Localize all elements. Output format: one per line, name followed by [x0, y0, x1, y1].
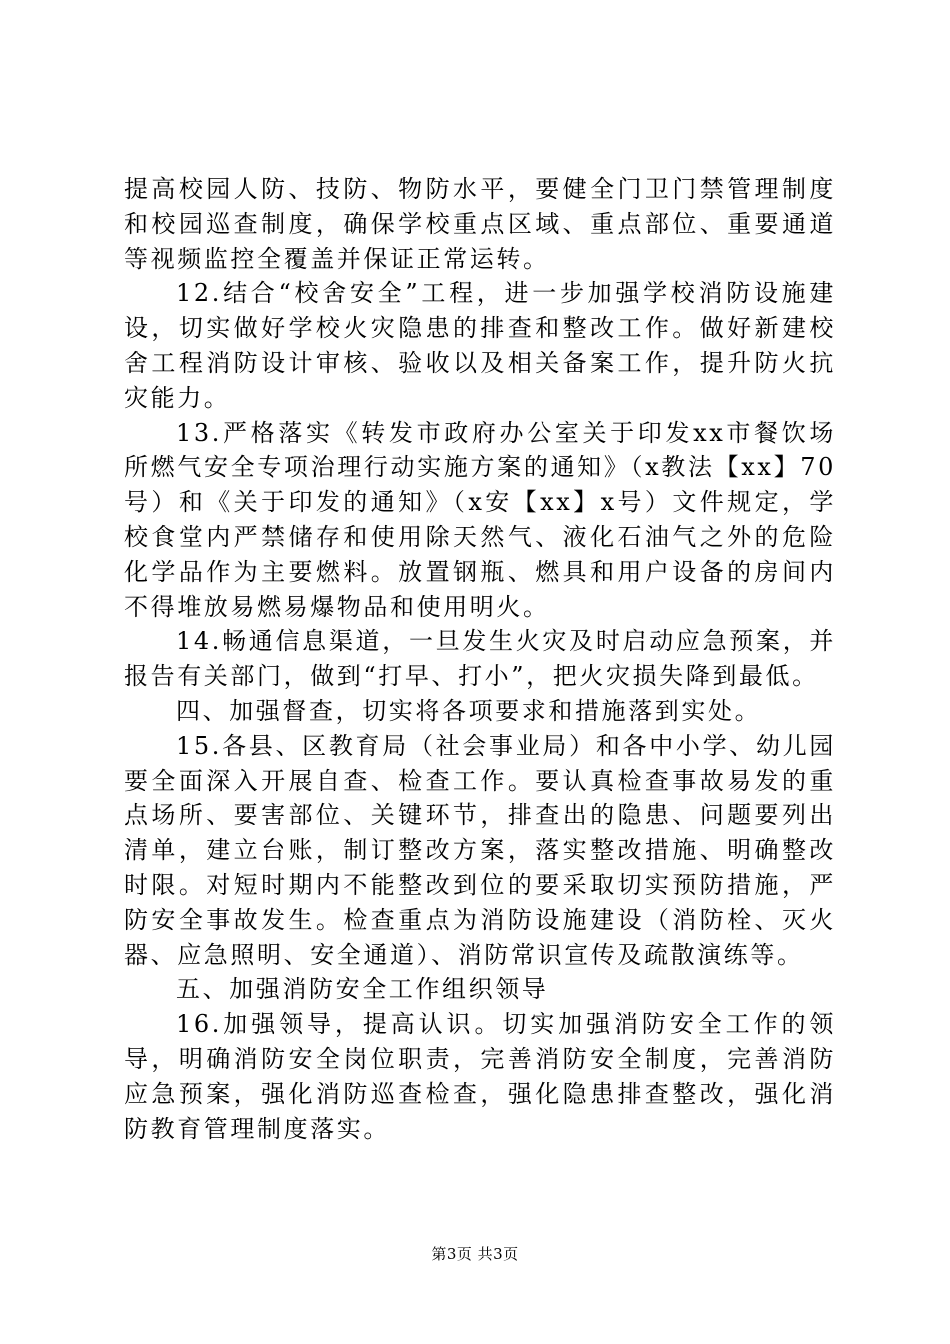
- paragraph-item-14: 14.畅通信息渠道，一旦发生火灾及时启动应急预案，并报告有关部门，做到“打早、打小”，把火灾损失降到最低。: [124, 627, 836, 691]
- page-footer: 第3页 共3页: [431, 1245, 519, 1263]
- paragraph-item-12: 12.结合“校舍安全”工程，进一步加强学校消防设施建设，切实做好学校火灾隐患的排查和整改工作。做好新建校舍工程消防设计审核、验收以及相关备案工作，提升防火抗灾能力。: [124, 279, 836, 412]
- paragraph-item-16: 16.加强领导，提高认识。切实加强消防安全工作的领导，明确消防安全岗位职责，完善消防安全制度，完善消防应急预案，强化消防巡查检查，强化隐患排查整改，强化消防教育管理制度落实。: [124, 1010, 836, 1143]
- paragraph-continuation: 提高校园人防、技防、物防水平，要健全门卫门禁管理制度和校园巡查制度，确保学校重点区域、重点部位、重要通道等视频监控全覆盖并保证正常运转。: [124, 175, 836, 273]
- document-body: [124, 172, 836, 1146]
- paragraph-item-15: 15.各县、区教育局（社会事业局）和各中小学、幼儿园要全面深入开展自查、检查工作。要认真检查事故易发的重点场所、要害部位、关键环节，排查出的隐患、问题要列出清单，建立台账，制订整改方案，落实整改措施、明确整改时限。对短时期内不能整改到位的要采取切实预防措施，严防安全事故发生。检查重点为消防设施建设（消防栓、灭火器、应急照明、安全通道）、消防常识宣传及疏散演练等。: [124, 731, 836, 969]
- section-heading-5: 五、加强消防安全工作组织领导: [176, 975, 549, 1004]
- section-heading-4: 四、加强督查，切实将各项要求和措施落到实处。: [176, 696, 762, 725]
- paragraph-item-13: 13.严格落实《转发市政府办公室关于印发xx市餐饮场所燃气安全专项治理行动实施方案的通知》（x教法【xx】70号）和《关于印发的通知》（x安【xx】x号）文件规定，学校食堂内严禁储存和使用除天然气、液化石油气之外的危险化学品作为主要燃料。放置钢瓶、燃具和用户设备的房间内不得堆放易燃易爆物品和使用明火。: [124, 418, 836, 621]
